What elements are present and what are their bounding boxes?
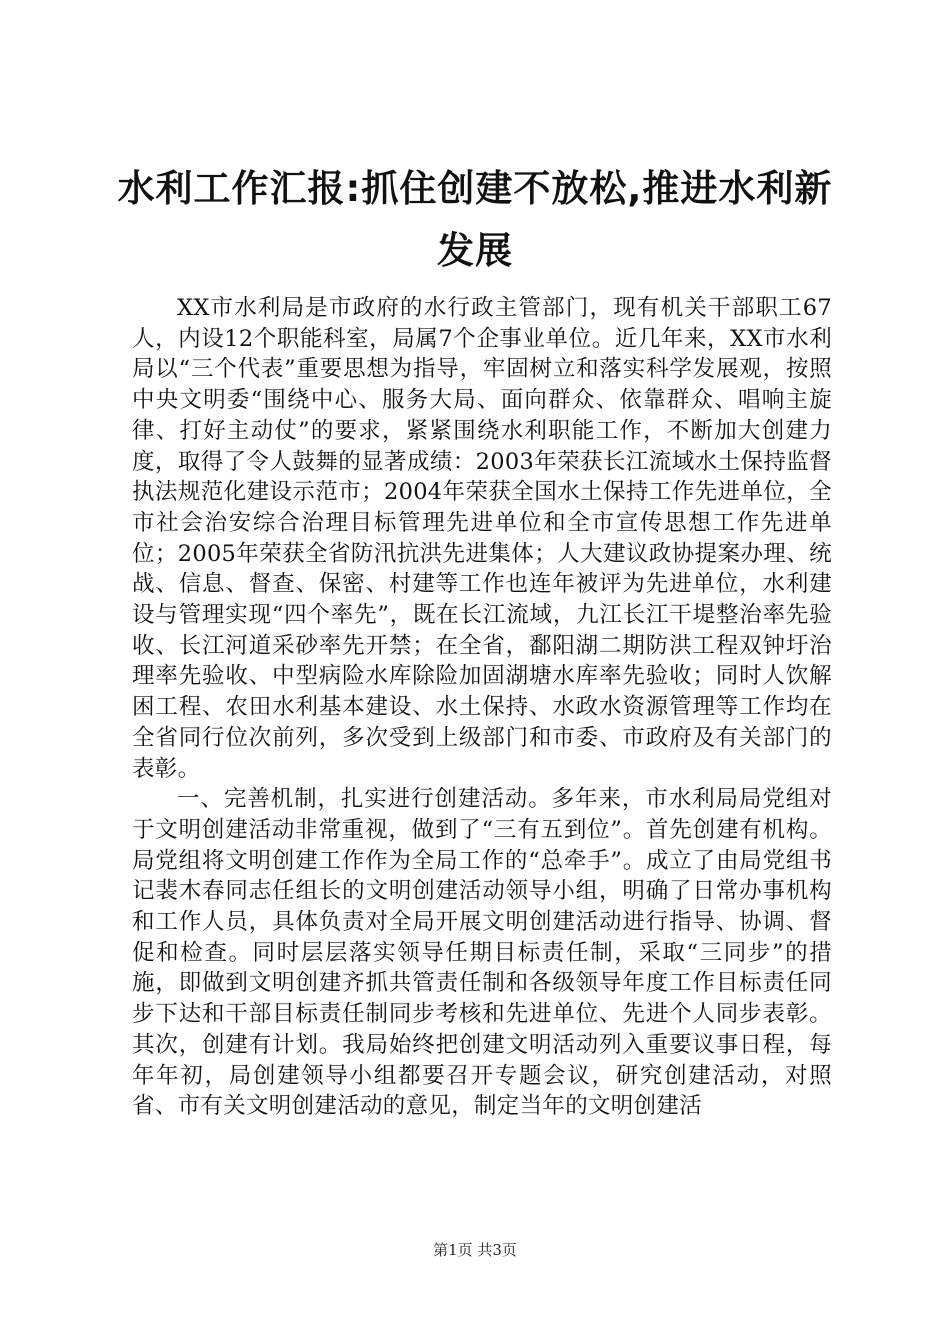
document-title: 水利工作汇报:抓住创建不放松,推进水利新发展	[117, 167, 833, 272]
page-number-footer: 第1页 共3页	[433, 1241, 517, 1259]
document-body	[132, 293, 832, 1122]
body-paragraph: XX市水利局是市政府的水行政主管部门，现有机关干部职工67人，内设12个职能科室，局属7个企事业单位。近几年来，XX市水利局以“三个代表”重要思想为指导，牢固树立和落实科学发展观，按照中央文明委“围绕中心、服务大局、面向群众、依靠群众、唱响主旋律、打好主动仗”的要求，紧紧围绕水利职能工作，不断加大创建力度，取得了令人鼓舞的显著成绩：2003年荣获长江流域水土保持监督执法规范化建设示范市；2004年荣获全国水土保持工作先进单位，全市社会治安综合治理目标管理先进单位和全市宣传思想工作先进单位；2005年荣获全省防汛抗洪先进集体；人大建议政协提案办理、统战、信息、督查、保密、村建等工作也连年被评为先进单位，水利建设与管理实现“四个率先”，既在长江流域，九江长江干堤整治率先验收、长江河道采砂率先开禁；在全省，鄱阳湖二期防洪工程双钟圩治理率先验收、中型病险水库除险加固湖塘水库率先验收；同时人饮解困工程、农田水利基本建设、水土保持、水政水资源管理等工作均在全省同行位次前列，多次受到上级部门和市委、市政府及有关部门的表彰。	[132, 295, 832, 782]
body-paragraph: 一、完善机制，扎实进行创建活动。多年来，市水利局局党组对于文明创建活动非常重视，做到了“三有五到位”。首先创建有机构。局党组将文明创建工作作为全局工作的“总牵手”。成立了由局党组书记裴木春同志任组长的文明创建活动领导小组，明确了日常办事机构和工作人员，具体负责对全局开展文明创建活动进行指导、协调、督促和检查。同时层层落实领导任期目标责任制，采取“三同步”的措施，即做到文明创建齐抓共管责任制和各级领导年度工作目标责任同步下达和干部目标责任制同步考核和先进单位、先进个人同步表彰。其次，创建有计划。我局始终把创建文明活动列入重要议事日程，每年年初，局创建领导小组都要召开专题会议，研究创建活动，对照省、市有关文明创建活动的意见，制定当年的文明创建活	[132, 786, 832, 1120]
